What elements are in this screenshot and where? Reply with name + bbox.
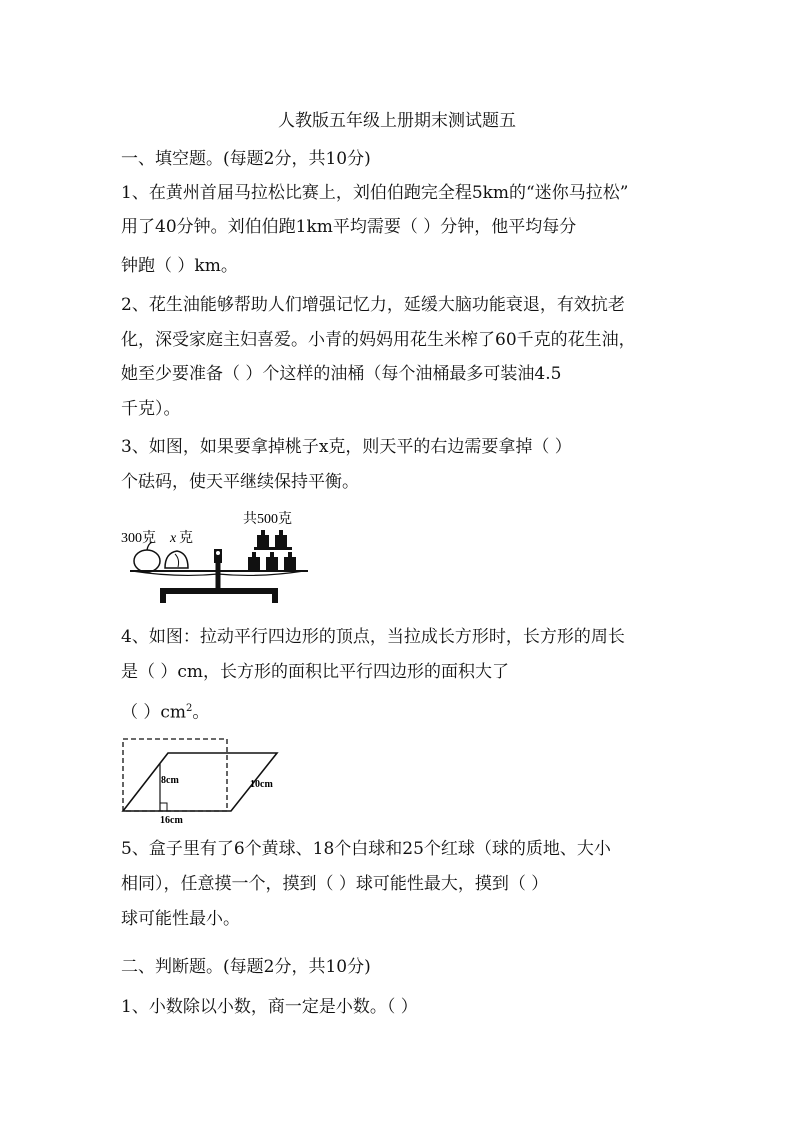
- q4-line3-text: （ ）cm: [121, 702, 187, 723]
- height-label: 8cm: [161, 775, 179, 786]
- q4-line3: [121, 698, 209, 724]
- s2-q1: 1、小数除以小数，商一定是小数。（ ）: [121, 997, 418, 1017]
- q4-line1: 4、如图：拉动平行四边形的顶点，当拉成长方形时，长方形的周长: [121, 627, 625, 647]
- parallelogram-figure: [118, 735, 288, 825]
- apple-icon: [134, 542, 160, 572]
- balance-pointer: [214, 549, 222, 590]
- section2-heading: 二、判断题。(每题2分，共10分): [121, 957, 371, 977]
- balance-base: [160, 588, 278, 603]
- q3-line2: 个砝码，使天平继续保持平衡。: [121, 472, 359, 492]
- peach-unit-label: 克: [179, 531, 193, 546]
- section1-heading: 一、填空题。(每题2分，共10分): [121, 149, 371, 169]
- q1-line2: 用了40分钟。刘伯伯跑1km平均需要（ ）分钟，他平均每分: [121, 217, 577, 237]
- height-line: [160, 764, 167, 811]
- base-label: 16cm: [160, 815, 183, 825]
- q5-line1: 5、盒子里有了6个黄球、18个白球和25个红球（球的质地、大小: [121, 839, 611, 859]
- side-label: 10cm: [250, 779, 273, 790]
- q2-line1: 2、花生油能够帮助人们增强记忆力，延缓大脑功能衰退，有效抗老: [121, 295, 625, 315]
- q5-line3: 球可能性最小。: [121, 909, 240, 929]
- weights-total-label: 共500克: [243, 512, 292, 527]
- q5-line2: 相同），任意摸一个，摸到（ ）球可能性最大，摸到（ ）: [121, 874, 549, 894]
- peach-icon: [165, 551, 188, 568]
- peach-var-label: x: [170, 531, 177, 546]
- apple-weight-label: 300克: [121, 531, 156, 546]
- q4-line3-end: 。: [192, 702, 210, 723]
- q2-line3: 她至少要准备（ ）个这样的油桶（每个油桶最多可装油4.5: [121, 364, 562, 384]
- balance-figure: [118, 505, 308, 605]
- q2-line2: 化，深受家庭主妇喜爱。小青的妈妈用花生米榨了60千克的花生油，: [121, 330, 636, 350]
- weights-icon: [248, 530, 296, 570]
- q1-line3: 钟跑（ ）km。: [121, 256, 238, 276]
- q4-line2: 是（ ）cm，长方形的面积比平行四边形的面积大了: [121, 662, 510, 682]
- squared-sup: 2: [186, 703, 193, 714]
- q2-line4: 千克）。: [121, 399, 181, 419]
- q1-line1: 1、在黄州首届马拉松比赛上，刘伯伯跑完全程5km的“迷你马拉松”: [121, 183, 629, 203]
- page-title: 人教版五年级上册期末测试题五: [278, 111, 516, 131]
- q3-line1: 3、如图，如果要拿掉桃子x克，则天平的右边需要拿掉（ ）: [121, 437, 572, 457]
